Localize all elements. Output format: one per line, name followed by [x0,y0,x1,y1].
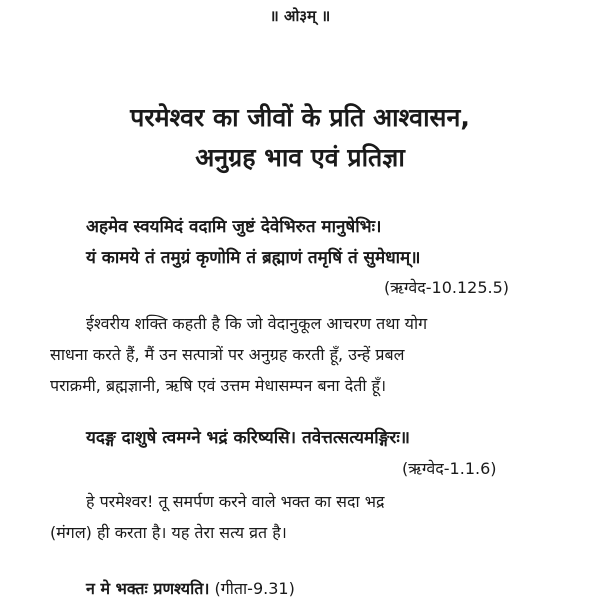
explanation-2-line-1: हे परमेश्वर! तू समर्पण करने वाले भक्त का सदा भद्र [86,492,385,511]
mantra-1-line-2: यं कामये तं तमुग्रं कृणोमि तं ब्रह्माणं तमृषिं तं सुमेधाम्॥ [86,248,421,268]
explanation-1-line-1: ईश्वरीय शक्ति कहती है कि जो वेदानुकूल आचरण तथा योग [86,314,428,333]
mantra-2-reference: (ऋग्वेद-1.1.6) [402,459,497,478]
explanation-1-line-2: साधना करते हैं, मैं उन सत्पात्रों पर अनुग्रह करती हूँ, उन्हें प्रबल [50,345,405,364]
gita-verse: न मे भक्तः प्रणश्यति। [86,579,210,598]
gita-quote [86,577,295,599]
title-line-2: अनुग्रह भाव एवं प्रतिज्ञा [195,143,405,172]
title-line-1: परमेश्वर का जीवों के प्रति आश्वासन, [130,103,470,132]
invocation-heading: ॥ ओ३म् ॥ [269,7,331,25]
explanation-1-line-3: पराक्रमी, ब्रह्मज्ञानी, ऋषि एवं उत्तम मेधासम्पन बना देती हूँ। [50,376,387,395]
explanation-1 [50,308,427,401]
explanation-2-line-2: (मंगल) ही करता है। यह तेरा सत्य व्रत है। [50,523,287,542]
explanation-2 [50,486,384,548]
mantra-1-line-1: अहमेव स्वयमिदं वदामि जुष्टं देवेभिरुत मानुषेभिः। [86,217,382,237]
gita-reference: (गीता-9.31) [214,579,295,598]
mantra-1-reference: (ऋग्वेद-10.125.5) [384,278,510,297]
page-title [0,98,600,178]
mantra-2-line-1: यदङ्ग दाशुषे त्वमग्ने भद्रं करिष्यसि। तवेत्तत्सत्यमङ्गिरः॥ [86,428,410,448]
